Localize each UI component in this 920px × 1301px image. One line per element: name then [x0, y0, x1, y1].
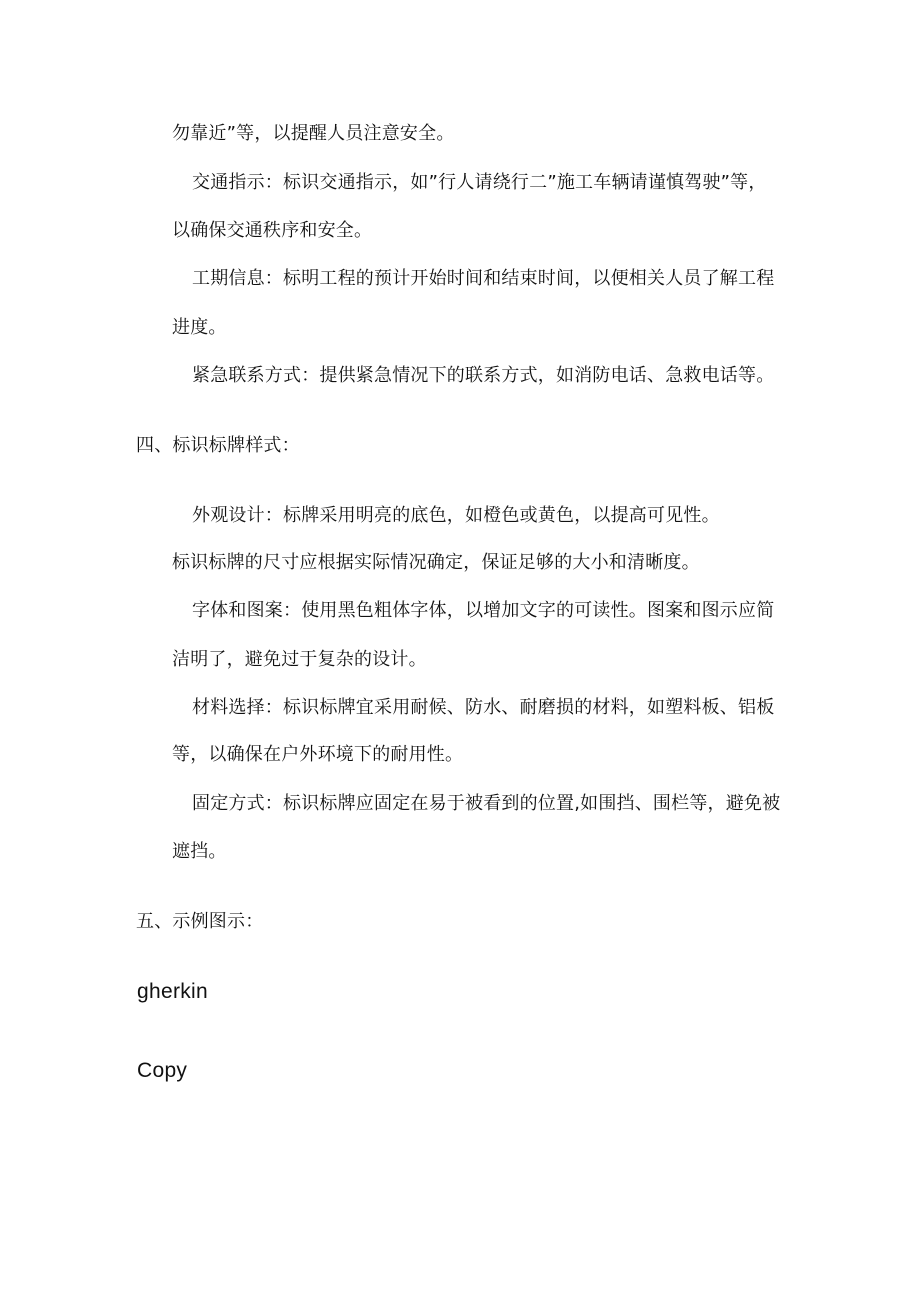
section-heading-sign-style: 四、标识标牌样式：	[136, 435, 300, 456]
traffic-indication-line: 交通指示：标识交通指示，如”行人请绕行二”施工车辆请谨慎驾驶”等，	[192, 172, 767, 193]
code-language-label: gherkin	[137, 980, 208, 1003]
schedule-info-line: 工期信息：标明工程的预计开始时间和结束时间，以便相关人员了解工程	[192, 268, 775, 289]
paragraph-line: 标识标牌的尺寸应根据实际情况确定，保证足够的大小和清晰度。	[172, 552, 700, 573]
paragraph-line: 遮挡。	[172, 841, 227, 862]
fixing-method-line: 固定方式：标识标牌应固定在易于被看到的位置,如围挡、围栏等，避免被	[192, 793, 781, 814]
paragraph-line: 等，以确保在户外环境下的耐用性。	[172, 744, 464, 765]
emergency-contact-line: 紧急联系方式：提供紧急情况下的联系方式，如消防电话、急救电话等。	[192, 365, 775, 386]
paragraph-line: 洁明了，避免过于复杂的设计。	[172, 649, 427, 670]
section-heading-example: 五、示例图示：	[136, 911, 264, 932]
material-selection-line: 材料选择：标识标牌宜采用耐候、防水、耐磨损的材料，如塑料板、铝板	[192, 697, 775, 718]
appearance-design-line: 外观设计：标牌采用明亮的底色，如橙色或黄色，以提高可见性。	[192, 505, 720, 526]
paragraph-line: 勿靠近”等，以提醒人员注意安全。	[172, 123, 455, 144]
copy-label: Copy	[137, 1059, 188, 1082]
font-and-pattern-line: 字体和图案：使用黑色粗体字体，以增加文字的可读性。图案和图示应简	[192, 600, 775, 621]
paragraph-line: 进度。	[172, 317, 227, 338]
paragraph-line: 以确保交通秩序和安全。	[172, 220, 373, 241]
